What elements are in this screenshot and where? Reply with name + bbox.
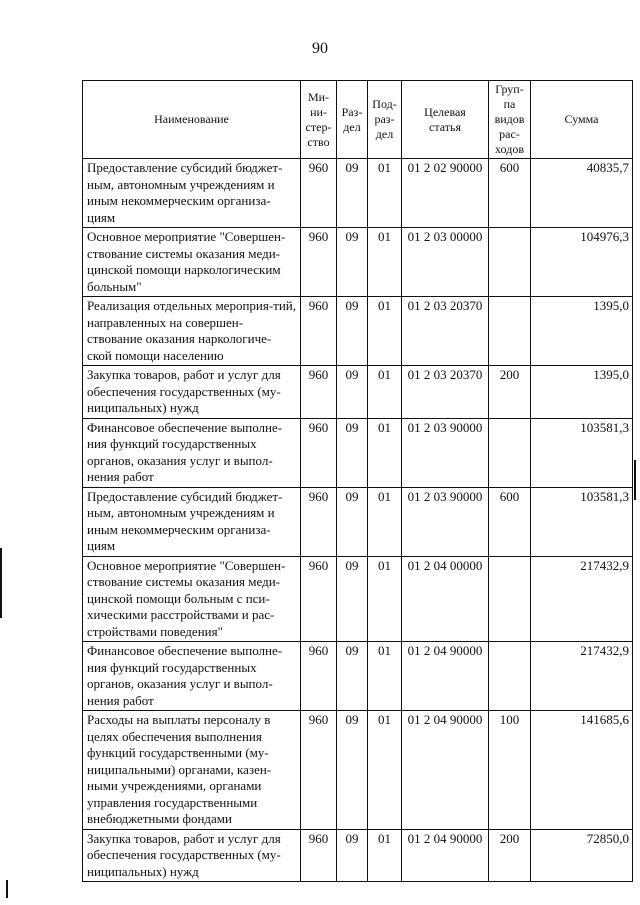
row-group: 200 xyxy=(489,829,531,882)
row-name: Предоставление субсидий бюджет-ным, автономным учреждениям и иным некоммерческим организа-циям xyxy=(83,487,301,556)
row-group xyxy=(489,418,531,487)
row-target: 01 2 03 00000 xyxy=(402,228,489,297)
table-header-row xyxy=(83,81,633,159)
row-section: 09 xyxy=(337,642,368,711)
row-ministry: 960 xyxy=(301,159,337,228)
row-name: Основное мероприятие "Совершен-ствование системы оказания меди-цинской помощи больным с пси-хическими расстройствами и рас-стройствами поведения" xyxy=(83,556,301,642)
row-subsection: 01 xyxy=(368,711,402,830)
row-name: Реализация отдельных мероприя-тий, направленных на совершен-ствование оказания наркологиче-ской помощи населению xyxy=(83,297,301,366)
row-subsection: 01 xyxy=(368,487,402,556)
row-section: 09 xyxy=(337,829,368,882)
table-row xyxy=(83,711,633,830)
table-row xyxy=(83,228,633,297)
row-sum: 104976,3 xyxy=(531,228,633,297)
header-sum: Сумма xyxy=(531,81,633,159)
row-name: Закупка товаров, работ и услуг для обеспечения государственных (му-ниципальных) нужд xyxy=(83,829,301,882)
row-name: Предоставление субсидий бюджет-ным, автономным учреждениям и иным некоммерческим организа-циям xyxy=(83,159,301,228)
table-row xyxy=(83,829,633,882)
row-target: 01 2 04 90000 xyxy=(402,829,489,882)
row-group: 600 xyxy=(489,159,531,228)
table-row xyxy=(83,642,633,711)
row-sum: 217432,9 xyxy=(531,556,633,642)
row-group xyxy=(489,642,531,711)
table-row xyxy=(83,159,633,228)
row-group xyxy=(489,556,531,642)
row-target: 01 2 03 90000 xyxy=(402,418,489,487)
row-name: Закупка товаров, работ и услуг для обеспечения государственных (му-ниципальных) нужд xyxy=(83,366,301,419)
row-section: 09 xyxy=(337,228,368,297)
row-ministry: 960 xyxy=(301,829,337,882)
row-sum: 141685,6 xyxy=(531,711,633,830)
header-group: Груп- па видов рас- ходов xyxy=(489,81,531,159)
page-number: 90 xyxy=(312,40,328,57)
row-subsection: 01 xyxy=(368,159,402,228)
row-section: 09 xyxy=(337,159,368,228)
header-name: Наименование xyxy=(83,81,301,159)
row-subsection: 01 xyxy=(368,418,402,487)
budget-table xyxy=(82,80,633,882)
header-section: Раз- дел xyxy=(337,81,368,159)
row-sum: 72850,0 xyxy=(531,829,633,882)
row-section: 09 xyxy=(337,556,368,642)
row-group xyxy=(489,297,531,366)
row-subsection: 01 xyxy=(368,228,402,297)
row-subsection: 01 xyxy=(368,556,402,642)
row-ministry: 960 xyxy=(301,487,337,556)
row-target: 01 2 03 90000 xyxy=(402,487,489,556)
row-section: 09 xyxy=(337,711,368,830)
row-section: 09 xyxy=(337,297,368,366)
scan-edge-mark xyxy=(0,548,2,618)
row-subsection: 01 xyxy=(368,642,402,711)
row-group: 100 xyxy=(489,711,531,830)
row-target: 01 2 04 00000 xyxy=(402,556,489,642)
header-subsection: Под- раз- дел xyxy=(368,81,402,159)
row-sum: 103581,3 xyxy=(531,418,633,487)
row-group xyxy=(489,228,531,297)
row-section: 09 xyxy=(337,487,368,556)
row-sum: 217432,9 xyxy=(531,642,633,711)
row-ministry: 960 xyxy=(301,642,337,711)
row-sum: 103581,3 xyxy=(531,487,633,556)
row-ministry: 960 xyxy=(301,556,337,642)
header-target: Целевая статья xyxy=(402,81,489,159)
row-ministry: 960 xyxy=(301,228,337,297)
row-target: 01 2 04 90000 xyxy=(402,642,489,711)
row-target: 01 2 02 90000 xyxy=(402,159,489,228)
row-name: Основное мероприятие "Совершен-ствование системы оказания меди-цинской помощи наркологическим больным" xyxy=(83,228,301,297)
row-name: Финансовое обеспечение выполне-ния функций государственных органов, оказания услуг и выпол-нения работ xyxy=(83,418,301,487)
row-ministry: 960 xyxy=(301,418,337,487)
row-sum: 1395,0 xyxy=(531,297,633,366)
row-name: Расходы на выплаты персоналу в целях обеспечения выполнения функций государственными (му-ниципальными) органами, казен-ными учреждениями, органами управления государственными внебюджетными фондами xyxy=(83,711,301,830)
row-subsection: 01 xyxy=(368,297,402,366)
row-subsection: 01 xyxy=(368,829,402,882)
row-group: 200 xyxy=(489,366,531,419)
table-row xyxy=(83,297,633,366)
table-row xyxy=(83,418,633,487)
table-row xyxy=(83,366,633,419)
row-target: 01 2 03 20370 xyxy=(402,366,489,419)
row-sum: 1395,0 xyxy=(531,366,633,419)
row-section: 09 xyxy=(337,418,368,487)
row-ministry: 960 xyxy=(301,711,337,830)
row-group: 600 xyxy=(489,487,531,556)
row-name: Финансовое обеспечение выполне-ния функций государственных органов, оказания услуг и выпол-нения работ xyxy=(83,642,301,711)
row-ministry: 960 xyxy=(301,297,337,366)
row-sum: 40835,7 xyxy=(531,159,633,228)
table-row xyxy=(83,487,633,556)
row-ministry: 960 xyxy=(301,366,337,419)
row-target: 01 2 04 90000 xyxy=(402,711,489,830)
row-section: 09 xyxy=(337,366,368,419)
row-target: 01 2 03 20370 xyxy=(402,297,489,366)
row-subsection: 01 xyxy=(368,366,402,419)
header-ministry: Ми- ни- стер- ство xyxy=(301,81,337,159)
table-row xyxy=(83,556,633,642)
scan-edge-mark xyxy=(634,460,636,500)
scan-edge-mark xyxy=(6,880,8,898)
